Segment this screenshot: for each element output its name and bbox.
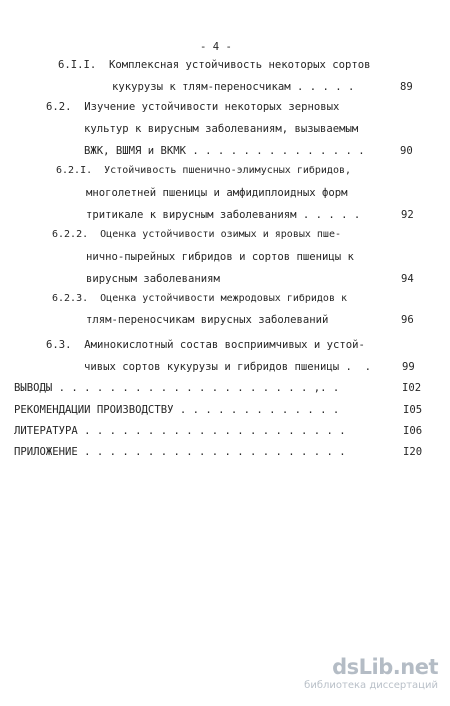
toc-page-number: I05	[403, 404, 423, 416]
toc-page-number: 89	[400, 81, 413, 93]
toc-entry-line: вирусным заболеваниям	[86, 273, 220, 285]
toc-entry-line: РЕКОМЕНДАЦИИ ПРОИЗВОДСТВУ . . . . . . . . . . . . .	[14, 404, 340, 416]
toc-page-number: 96	[401, 314, 414, 326]
toc-page-number: I02	[402, 382, 422, 394]
toc-entry-line: многолетней пшеницы и амфидиплоидных форм	[86, 187, 348, 199]
site-watermark	[288, 655, 438, 692]
toc-entry-line: 6.2.I. Устойчивость пшенично-элимусных гибридов,	[56, 165, 352, 176]
toc-entry-line: нично-пырейных гибридов и сортов пшеницы к	[86, 251, 354, 263]
toc-entry-line: ПРИЛОЖЕНИЕ . . . . . . . . . . . . . . . . . . . . .	[14, 446, 346, 458]
toc-page-number: I06	[403, 425, 423, 437]
toc-entry-line: ЛИТЕРАТУРА . . . . . . . . . . . . . . . . . . . . .	[14, 425, 346, 437]
watermark-subtitle: библиотека диссертаций	[304, 680, 438, 691]
toc-entry-line: 6.2.3. Оценка устойчивости межродовых гибридов к	[52, 293, 348, 304]
toc-entry-line: тлям-переносчикам вирусных заболеваний	[86, 314, 329, 326]
toc-entry-line: ВЫВОДЫ . . . . . . . . . . . . . . . . . . . . ,. .	[14, 382, 340, 394]
page-number: - 4 -	[200, 41, 232, 53]
toc-page-number: 90	[400, 145, 413, 157]
toc-entry-line: кукурузы к тлям-переносчикам . . . . .	[112, 81, 355, 93]
toc-entry-line: чивых сортов кукурузы и гибридов пшеницы . .	[84, 361, 372, 373]
toc-page-number: I20	[403, 446, 423, 458]
toc-entry-line: 6.2.2. Оценка устойчивости озимых и яровых пше-	[52, 229, 341, 240]
toc-entry-line: 6.I.I. Комплексная устойчивость некоторых сортов	[58, 59, 371, 71]
toc-page-number: 92	[401, 209, 414, 221]
toc-entry-line: 6.3. Аминокислотный состав восприимчивых и устой-	[46, 339, 365, 351]
toc-entry-line: 6.2. Изучение устойчивости некоторых зерновых	[46, 101, 340, 113]
toc-page-number: 94	[401, 273, 414, 285]
toc-entry-line: культур к вирусным заболеваниям, вызываемым	[84, 123, 359, 135]
watermark-logo: dsLib.net	[332, 655, 438, 679]
toc-page-number: 99	[402, 361, 415, 373]
toc-entry-line: ВЖК, ВШМЯ и ВКМК . . . . . . . . . . . . . .	[84, 145, 365, 157]
toc-entry-line: тритикале к вирусным заболеваниям . . . . .	[86, 209, 361, 221]
